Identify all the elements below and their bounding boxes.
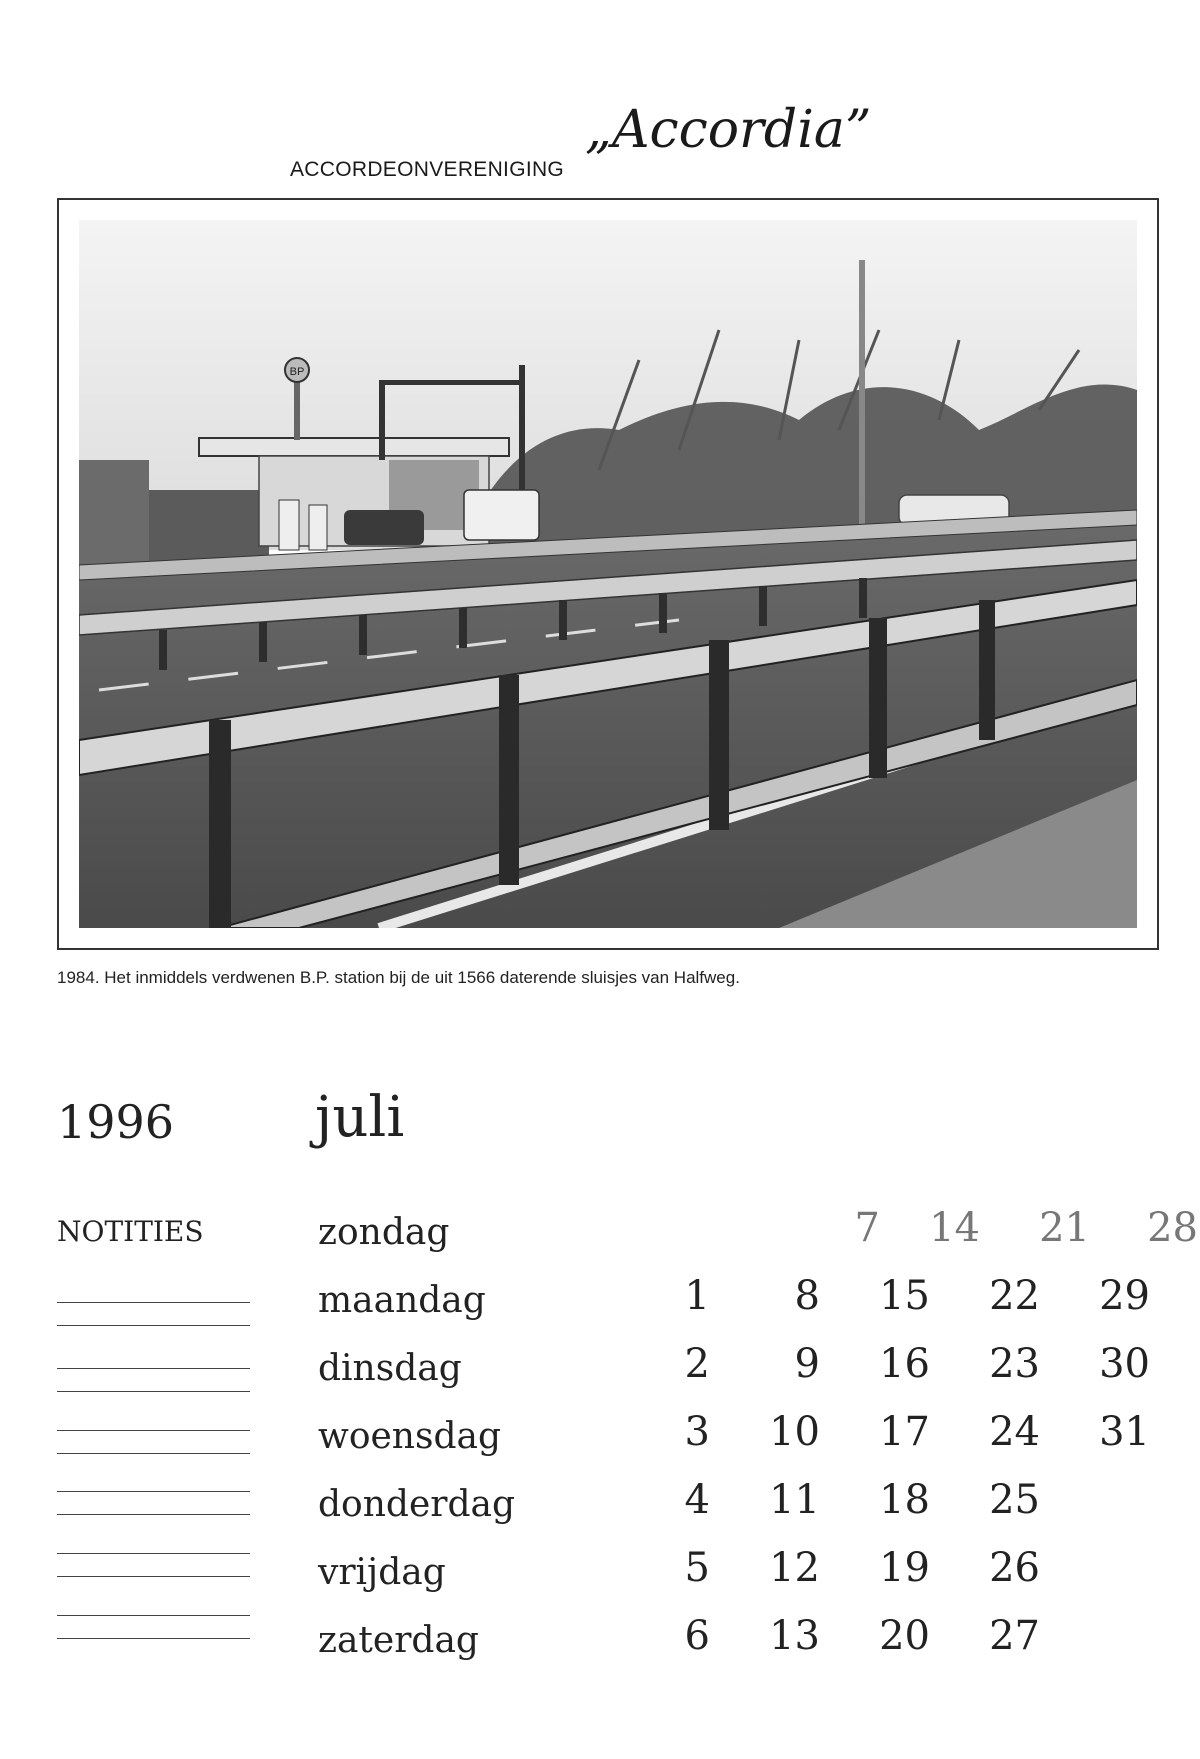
date-cell: 14: [929, 1205, 980, 1251]
association-logo: „Accordia”: [585, 100, 872, 160]
photo-frame: [57, 198, 1159, 950]
date-cell: 10: [769, 1409, 820, 1455]
date-cell: 20: [879, 1613, 930, 1659]
date-cell: 29: [1099, 1273, 1150, 1319]
date-cell: 31: [1099, 1409, 1150, 1455]
notes-line: [57, 1638, 250, 1639]
day-label-zondag: zondag: [318, 1212, 450, 1253]
calendar-year: 1996: [57, 1095, 175, 1149]
date-cell: 6: [684, 1613, 710, 1659]
date-cell: 17: [879, 1409, 930, 1455]
date-cell: 11: [769, 1477, 820, 1523]
date-cell: 24: [989, 1409, 1040, 1455]
date-cell: 23: [989, 1341, 1040, 1387]
notes-line: [57, 1391, 250, 1392]
date-cell: 1: [684, 1273, 710, 1319]
date-cell: 2: [684, 1341, 710, 1387]
notes-line: [57, 1491, 250, 1492]
date-cell: 22: [989, 1273, 1040, 1319]
notes-line: [57, 1453, 250, 1454]
date-cell: 18: [879, 1477, 930, 1523]
date-cell: 5: [684, 1545, 710, 1591]
date-cell: 15: [879, 1273, 930, 1319]
notes-line: [57, 1430, 250, 1431]
date-cell: 3: [684, 1409, 710, 1455]
photo-caption: 1984. Het inmiddels verdwenen B.P. station bij de uit 1566 daterende sluisjes van Halfweg.: [57, 968, 740, 987]
page-header: [0, 100, 1200, 190]
date-cell: 4: [684, 1477, 710, 1523]
day-label-zaterdag: zaterdag: [318, 1620, 479, 1661]
date-cell: 13: [769, 1613, 820, 1659]
date-cell: 25: [989, 1477, 1040, 1523]
notes-line: [57, 1576, 250, 1577]
notes-line: [57, 1325, 250, 1326]
historic-photo: [79, 220, 1137, 928]
date-cell: 30: [1099, 1341, 1150, 1387]
notes-line: [57, 1302, 250, 1303]
calendar-month: juli: [315, 1085, 405, 1150]
date-cell: 16: [879, 1341, 930, 1387]
date-cell: 21: [1039, 1205, 1090, 1251]
bp-sign-text: BP: [289, 366, 305, 378]
notes-line: [57, 1368, 250, 1369]
day-label-donderdag: donderdag: [318, 1484, 516, 1525]
notes-line: [57, 1615, 250, 1616]
association-label: ACCORDEONVERENIGING: [290, 158, 565, 181]
day-label-dinsdag: dinsdag: [318, 1348, 462, 1389]
date-cell: 28: [1147, 1205, 1198, 1251]
day-label-vrijdag: vrijdag: [318, 1552, 446, 1593]
day-label-maandag: maandag: [318, 1280, 486, 1321]
date-cell: 7: [854, 1205, 880, 1251]
date-cell: 27: [989, 1613, 1040, 1659]
date-cell: 12: [769, 1545, 820, 1591]
notes-line: [57, 1514, 250, 1515]
date-cell: 9: [794, 1341, 820, 1387]
notes-line: [57, 1553, 250, 1554]
notes-title: NOTITIES: [57, 1215, 204, 1248]
day-label-woensdag: woensdag: [318, 1416, 502, 1457]
date-cell: 8: [794, 1273, 820, 1319]
date-cell: 26: [989, 1545, 1040, 1591]
date-cell: 19: [879, 1545, 930, 1591]
